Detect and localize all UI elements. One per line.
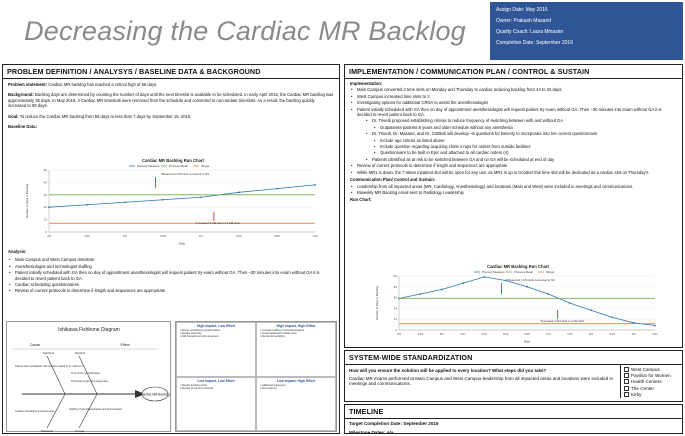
y-tick-label: 0 xyxy=(395,328,397,332)
matrix-quadrant-title: High Impact, High Effort xyxy=(276,324,316,328)
y-tick-label: 36 xyxy=(393,295,397,300)
x-tick-label: 7/12 xyxy=(545,332,552,336)
x-tick-label: 7/13 xyxy=(312,234,318,238)
matrix-quadrant-line: • Revise GA workflow xyxy=(260,335,285,339)
fishbone-result: Cardiac MR Backlog xyxy=(140,392,170,397)
y-tick-label: 12 xyxy=(393,317,397,322)
x-tick-label: 8/9 xyxy=(589,332,593,336)
matrix-quadrant-line: • Review protocols xyxy=(180,332,202,336)
fishbone-cause-label: Cause xyxy=(29,343,41,347)
analysis-list xyxy=(8,257,334,293)
quality-coach: Quality Coach: Laura Minaster xyxy=(496,29,564,35)
data-point xyxy=(238,191,240,193)
series-line xyxy=(399,277,655,326)
checkbox[interactable] xyxy=(624,373,629,378)
standardization-question: How will you ensure the solution will be applied to every location? What steps did you take? xyxy=(349,368,547,373)
checkbox[interactable] xyxy=(624,379,629,384)
implementation-item: ▪ Questionnaire to be built in Epic and attached to all cardiac orders (4) xyxy=(350,150,677,155)
matrix-quadrant-line: • Additional equipment xyxy=(260,383,286,387)
implementation-item: • Dr. Trivedi, Dr. Masand, and Dr. Gottlieb will develop ~6 questions for Beverly to incorporate into her current questionnaire xyxy=(350,131,677,136)
standardization-heading: SYSTEM-WIDE STANDARDIZATION xyxy=(345,351,682,365)
x-axis-label: Date xyxy=(178,241,186,246)
implementation-list xyxy=(350,87,677,175)
legend-item: Process Mean xyxy=(514,270,534,275)
fishbone-label-6: Machine xyxy=(43,351,55,355)
matrix-quadrant-line: • New scanner xyxy=(260,386,277,390)
y-tick-label: 20 xyxy=(43,205,47,210)
legend-item: Primary Measure xyxy=(137,164,160,169)
location-label: Health Centers xyxy=(631,379,662,385)
x-tick-label: 4/19 xyxy=(417,332,424,336)
analysis-item: • Review of current protocols to determine if length and sequences are appropriate xyxy=(8,288,334,293)
chart-annotation: *Increased 2 CM slots to 3 CM slots xyxy=(195,221,240,225)
implementation-heading: IMPLEMENTATION / COMMUNICATION PLAN / CONTROL & SUSTAIN xyxy=(345,65,682,79)
location-checklist xyxy=(620,365,678,398)
fishbone-label-7: Method xyxy=(75,351,86,355)
y-tick-label: 60 xyxy=(393,274,397,278)
timeline-heading: TIMELINE xyxy=(345,405,682,419)
x-tick-label: 4/20 xyxy=(84,234,90,238)
implementation-item: ▪ Include question regarding acquiring chest x-rays for orders from outside facilities xyxy=(350,144,677,149)
chart-annotation: *Increased 2 CM slots to 3 CM slots xyxy=(539,319,585,323)
x-tick-label: 4/5 xyxy=(397,332,401,336)
matrix-quadrant-line: • Add timeslots at both campuses xyxy=(180,335,219,339)
matrix-quadrant-line: • Create dedicated cardiac slots xyxy=(260,332,297,336)
fishbone-title: Ishikawa Fishbone Diagram xyxy=(58,327,120,333)
y-tick-label: 0 xyxy=(45,230,47,234)
fishbone-label-2: Time slots not scheduled xyxy=(71,372,100,375)
series-line xyxy=(49,185,315,207)
problem-definition-panel xyxy=(2,64,340,434)
data-point xyxy=(441,289,443,291)
implementation-item: • Patient initially scheduled with GA then on day of appointment anesthesiologist will request patient try exam without GA. Then ~30 minutes into exam without GA it is decided to revert patient back to GA. xyxy=(350,107,677,118)
analysis-item: • Anesthesiologist and technologist staffing xyxy=(8,264,334,269)
data-point xyxy=(654,325,656,327)
implementation-run-chart xyxy=(373,262,663,344)
goal-text: Goal: To reduce the Cardiac MR backlog from 59 days to less than 7 days by September 15, 2016. xyxy=(8,113,192,119)
legend-item: Target xyxy=(546,270,555,275)
implementation-item: ▪ Outpatients-patients 8 years and older schedule without any anesthesia xyxy=(350,125,677,130)
fishbone-label-3: Protocols length and sequences xyxy=(71,380,108,383)
x-tick-label: 6/15 xyxy=(236,234,242,238)
implementation-panel xyxy=(344,64,683,348)
x-tick-label: 5/17 xyxy=(460,332,466,336)
chart-title: Cardiac MR Backlog Run Chart xyxy=(487,264,549,269)
analysis-item: • Cardiac scheduling questionnaires xyxy=(8,282,334,287)
y-axis-label: Number of Days in Backlog xyxy=(375,286,379,320)
implementation-label: Implementation: xyxy=(350,81,383,86)
page-title: Decreasing the Cardiac MR Backlog xyxy=(24,15,466,46)
checkbox[interactable] xyxy=(624,392,629,397)
communication-item: • Biweekly MR Backlog email sent to Radiology Leadership xyxy=(350,190,677,195)
assign-date: Assign Date: May 2016 xyxy=(496,7,548,13)
data-point xyxy=(276,188,278,190)
fishbone-label-9: People xyxy=(75,429,85,433)
run-chart-label: Run Chart: xyxy=(350,197,372,203)
implementation-item: • Dr. Trivedi proposed establishing criteria to reduce frequency of switching between with and without GA xyxy=(350,118,677,123)
standardization-answer: Cardiac MR exams performed at Main Campus and West Campus-leadership from all impacted areas and locations were included in meetings and communications. xyxy=(349,375,614,386)
communication-label: Communication Plan/ Control and Sustain: xyxy=(350,177,436,183)
data-point xyxy=(124,201,126,203)
fishbone-label-1: Patient often scheduled with GA then asked to try without it xyxy=(15,365,83,368)
milestone-dates: Milestone Dates: n/a xyxy=(349,429,394,434)
location-label: Pavilion for Women xyxy=(631,373,671,379)
implementation-item: • Investigating options for additional CRNA to assist the anesthesiologist xyxy=(350,100,677,105)
analysis-item: • Patient initially scheduled with GA then on day of appointment anesthesiologist will request patient try exam without GA. Then ~30 minutes into exam without GA it is decided to revert patient back to GA. xyxy=(8,270,334,281)
implementation-item: ▪ Include age criteria as listed above xyxy=(350,138,677,143)
implementation-item: • Review of current protocols to determine if length and sequences are appropriate xyxy=(350,163,677,168)
baseline-run-chart xyxy=(23,156,323,246)
checkbox[interactable] xyxy=(624,386,629,391)
data-point xyxy=(314,184,316,186)
legend-item: Process Mean xyxy=(169,164,189,169)
implementation-item: • Main Campus converted 2 time slots on Monday and Thursday to cardiac reducing backlog from 44 to 33 days. xyxy=(350,87,677,92)
y-tick-label: 40 xyxy=(43,180,47,185)
x-tick-label: 6/29 xyxy=(274,234,280,238)
timeline-panel xyxy=(344,404,683,434)
location-label: West Campus xyxy=(631,367,660,372)
x-tick-label: 5/18 xyxy=(160,234,166,238)
x-tick-label: 9/13 xyxy=(652,332,658,336)
chart-title: Cardiac MR Backlog Run Chart xyxy=(142,158,204,163)
matrix-quadrant xyxy=(256,322,336,377)
matrix-quadrant xyxy=(176,377,256,432)
y-tick-label: 30 xyxy=(43,192,47,197)
y-tick-label: 50 xyxy=(43,168,47,172)
data-point xyxy=(200,196,202,198)
data-point xyxy=(483,276,485,278)
location-label: The Center xyxy=(631,385,654,391)
data-point xyxy=(547,293,549,295)
matrix-quadrant-line: • Revise scheduling questionnaires xyxy=(180,329,221,333)
problem-definition-heading: PROBLEM DEFINITION / ANALYSYS / BASELINE DATA & BACKGROUND xyxy=(3,65,339,79)
matrix-quadrant-title: High Impact, Low Effort xyxy=(196,324,236,328)
analysis-item: • Main Campus and West Campus timeslots xyxy=(8,257,334,262)
background-text: Background: Backlog days are determined by counting the number of days until the next timeslot is available to be scheduled. In early April 2016, the Cardiac MR backlog was approximately 35 days. In May 2016, 2 Cardiac MR timeslots were removed from the schedule and converted to non-sedate timeslots. As a result, the backlog quickly increased to 59 days. xyxy=(8,92,334,109)
impact-effort-matrix xyxy=(175,321,337,432)
analysis-label: Analysis: xyxy=(8,249,27,254)
x-tick-label: 6/1 xyxy=(199,234,203,238)
fishbone-diagram xyxy=(6,321,171,432)
standardization-panel xyxy=(344,350,683,402)
data-point xyxy=(86,204,88,206)
problem-statement: Problem statement: Cardiac MR backlog has reached a critical high of 59 days. xyxy=(8,82,158,87)
matrix-quadrant-line: • Increase staffing of anesthesiologists xyxy=(260,329,305,333)
x-tick-label: 5/4 xyxy=(123,234,127,238)
matrix-quadrant-line: • Review of current protocols xyxy=(180,386,214,390)
data-point xyxy=(590,309,592,311)
fishbone-label-5: Staffing of anesthesiologists and technologists xyxy=(69,408,123,411)
owner: Owner: Prakash Masand xyxy=(496,18,552,24)
x-tick-label: 8/23 xyxy=(609,332,616,336)
implementation-item: • West Campus increased time slots to 3 xyxy=(350,94,677,99)
fishbone-effect-label: Effect xyxy=(120,343,130,347)
data-point xyxy=(419,293,421,295)
data-point xyxy=(611,317,613,319)
communication-list xyxy=(350,184,677,196)
baseline-label: Baseline Data: xyxy=(8,124,37,130)
communication-item: • Leadership from all impacted areas (MR, Cardiology, Anesthesiology) and locations (Main and West) were included in meetings and communications. xyxy=(350,184,677,189)
x-tick-label: 5/31 xyxy=(481,332,488,336)
matrix-quadrant-title: Low Impact, High Effort xyxy=(276,378,316,383)
fishbone-label-4: Cardiac scheduling questionnaires xyxy=(15,410,55,413)
x-axis-label: Date xyxy=(523,339,531,344)
implementation-item: • Patients identified as at risk to be switched between GA and no GA will be scheduled at end of day xyxy=(350,157,677,162)
matrix-quadrant xyxy=(176,322,256,377)
location-checkbox-row[interactable] xyxy=(624,392,678,398)
matrix-quadrant xyxy=(256,377,336,432)
legend-item: Target xyxy=(201,164,210,169)
y-tick-label: 10 xyxy=(43,217,47,222)
checkbox[interactable] xyxy=(624,367,629,372)
data-point xyxy=(162,199,164,201)
matrix-quadrant-title: Low Impact, Low Effort xyxy=(197,378,235,383)
x-tick-label: 6/28 xyxy=(524,332,530,336)
project-meta-box xyxy=(490,2,683,60)
chart-annotation: *Measured 2 CM slots converted to NS xyxy=(506,278,555,282)
completion-date: Completion Date: September 2016 xyxy=(496,40,573,46)
data-point xyxy=(48,206,50,208)
y-axis-label: Number of Days in Backlog xyxy=(25,184,29,218)
location-label: Kirby xyxy=(631,391,642,397)
target-completion-date: Target Completion Date: September 2016 xyxy=(349,421,439,426)
fishbone-label-8: Materials xyxy=(41,429,54,433)
x-tick-label: 5/3 xyxy=(439,332,444,336)
matrix-quadrant-line: • Weekly backlog email xyxy=(180,383,207,387)
legend-item: Primary Measure xyxy=(482,270,505,275)
implementation-item: • While MR1 is down, the 7:45am inpatient slot will be open for any use; as MR1 is up in October this time slot will be dedicated as a cardiac slot on Thursday's xyxy=(350,170,677,175)
y-tick-label: 24 xyxy=(393,306,397,311)
y-tick-label: 48 xyxy=(393,284,397,289)
data-point xyxy=(526,286,528,288)
x-tick-label: 7/26 xyxy=(566,332,573,336)
x-tick-label: 6/14 xyxy=(502,332,509,336)
data-point xyxy=(462,282,464,284)
data-point xyxy=(569,302,571,304)
x-tick-label: 9/6 xyxy=(631,332,636,336)
chart-annotation: *Measured 2 CM slots converted to NS xyxy=(160,172,210,176)
x-tick-label: 4/5 xyxy=(47,234,51,238)
